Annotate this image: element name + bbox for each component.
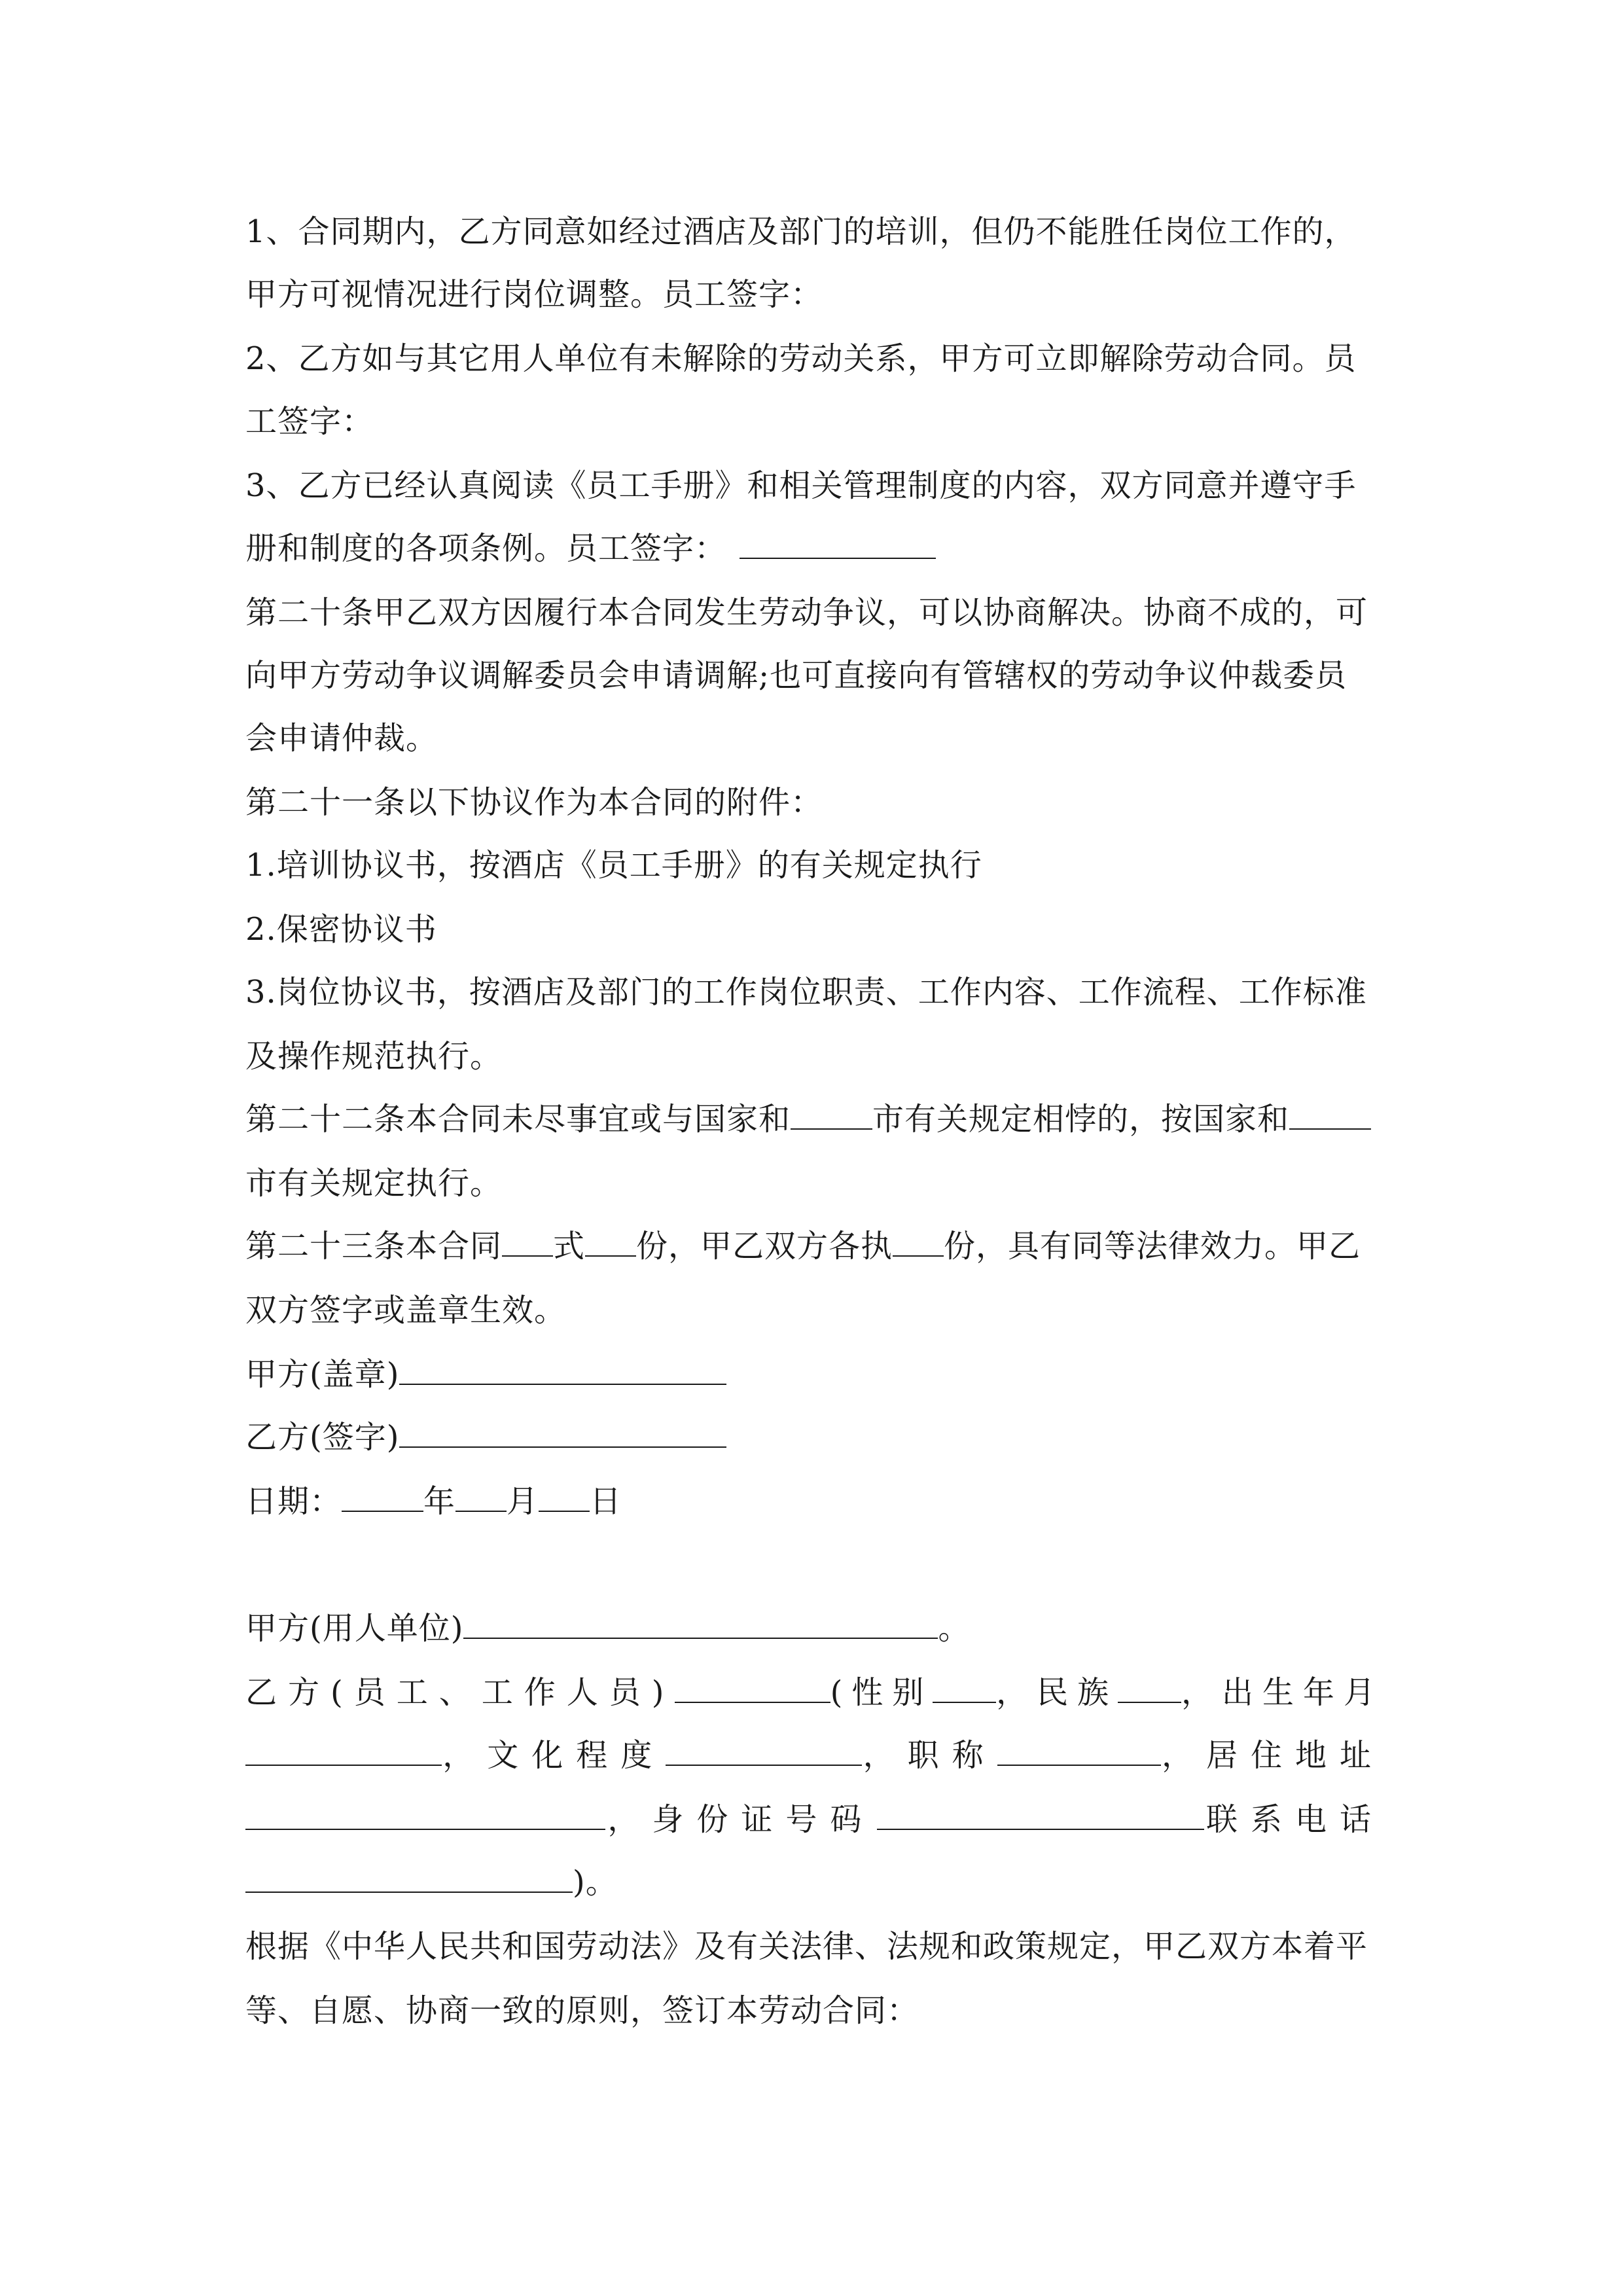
gender-label: (性别: [830, 1674, 933, 1711]
total-copies-blank[interactable]: [585, 1227, 636, 1257]
phone-label: 联系电话: [1205, 1801, 1384, 1838]
article-23-line-1: [245, 1227, 1384, 1266]
city-blank-2[interactable]: [1289, 1100, 1371, 1130]
article-21-item-2: 2.保密协议书: [245, 911, 437, 948]
employee-name-blank[interactable]: [675, 1673, 830, 1703]
employee-label: 乙方(员工、工作人员): [245, 1674, 675, 1711]
clause-2-line-1: 2、乙方如与其它用人单位有未解除的劳动关系，甲方可立即解除劳动合同。员: [245, 340, 1357, 377]
clause-1-line-2: 甲方可视情况进行岗位调整。员工签字：: [245, 276, 823, 313]
birth-date-label: ，出生年月: [1181, 1674, 1384, 1711]
article-23-line-2: 双方签字或盖章生效。: [245, 1292, 567, 1329]
id-number-blank[interactable]: [877, 1800, 1204, 1830]
party-a-seal-label: 甲方(盖章): [245, 1356, 400, 1393]
party-a-seal-line: [245, 1355, 1384, 1394]
clause-1-line-1: 1、合同期内，乙方同意如经过酒店及部门的培训，但仍不能胜任岗位工作的，: [245, 213, 1357, 250]
clause-3-text: 册和制度的各项条例。员工签字：: [245, 530, 727, 567]
education-blank[interactable]: [666, 1736, 862, 1766]
article-20-line-2: 向甲方劳动争议调解委员会申请调解;也可直接向有管辖权的劳动争议仲裁委员: [245, 657, 1347, 694]
preamble-line-2: 等、自愿、协商一致的原则，签订本劳动合同：: [245, 1992, 919, 2029]
clause-3-line-1: 3、乙方已经认真阅读《员工手册》和相关管理制度的内容，双方同意并遵守手: [245, 467, 1357, 504]
city-blank-1[interactable]: [791, 1100, 872, 1130]
article-22-line-1: [245, 1100, 1384, 1139]
preamble-line-1: 根据《中华人民共和国劳动法》及有关法律、法规和政策规定，甲乙双方本着平: [245, 1928, 1368, 1965]
year-label: 年: [423, 1483, 456, 1520]
each-copies-blank[interactable]: [893, 1227, 944, 1257]
employer-name-blank[interactable]: [463, 1609, 938, 1639]
ethnicity-label: ，民族: [996, 1674, 1118, 1711]
party-b-sign-blank[interactable]: [399, 1418, 726, 1448]
party-a-seal-blank[interactable]: [399, 1355, 726, 1385]
birth-date-blank[interactable]: [245, 1736, 442, 1766]
month-label: 月: [507, 1483, 539, 1520]
party-b-sign-label: 乙方(签字): [245, 1419, 400, 1456]
article-23-text-d: 份，具有同等法律效力。甲乙: [944, 1228, 1361, 1265]
employer-line-end: 。: [938, 1610, 971, 1647]
party-b-sign-line: [245, 1418, 1384, 1457]
article-22-text-a: 第二十二条本合同未尽事宜或与国家和: [245, 1101, 791, 1138]
article-23-text-b: 式: [553, 1228, 586, 1265]
phone-blank[interactable]: [245, 1863, 573, 1893]
article-21-item-1: 1.培训协议书，按酒店《员工手册》的有关规定执行: [245, 847, 982, 884]
month-blank[interactable]: [455, 1482, 507, 1512]
employee-line-end: )。: [573, 1864, 618, 1901]
article-20-line-3: 会申请仲裁。: [245, 720, 438, 757]
employee-line-4: [245, 1863, 1384, 1902]
article-22-text-b: 市有关规定相悖的，按国家和: [872, 1101, 1290, 1138]
title-label: ，职称: [863, 1737, 997, 1774]
address-label: ，居住地址: [1161, 1737, 1384, 1774]
article-22-line-2: 市有关规定执行。: [245, 1165, 503, 1202]
year-blank[interactable]: [342, 1482, 423, 1512]
day-blank[interactable]: [539, 1482, 590, 1512]
employer-line: [245, 1609, 1384, 1648]
article-20-line-1: 第二十条甲乙双方因履行本合同发生劳动争议，可以协商解决。协商不成的，可: [245, 594, 1368, 631]
ethnicity-blank[interactable]: [1118, 1673, 1181, 1703]
employee-line-2: [245, 1736, 1384, 1775]
title-blank[interactable]: [997, 1736, 1161, 1766]
date-label: 日期：: [245, 1483, 342, 1520]
clause-2-line-2: 工签字：: [245, 403, 374, 440]
article-23-text-c: 份，甲乙双方各执: [636, 1228, 893, 1265]
article-23-text-a: 第二十三条本合同: [245, 1228, 503, 1265]
article-21-item-3-line-2: 及操作规范执行。: [245, 1038, 503, 1075]
address-blank[interactable]: [245, 1800, 605, 1830]
employee-line-3: [245, 1800, 1384, 1839]
gender-blank[interactable]: [933, 1673, 996, 1703]
employer-label: 甲方(用人单位): [245, 1610, 464, 1647]
copies-blank[interactable]: [502, 1227, 553, 1257]
article-21-item-3-line-1: 3.岗位协议书，按酒店及部门的工作岗位职责、工作内容、工作流程、工作标准: [245, 974, 1367, 1011]
education-label: ，文化程度: [442, 1737, 666, 1774]
article-21-title: 第二十一条以下协议作为本合同的附件：: [245, 784, 823, 821]
employee-signature-blank[interactable]: [740, 529, 936, 559]
clause-3-line-2: [245, 529, 1384, 568]
employee-line-1: [245, 1673, 1384, 1712]
date-line: [245, 1482, 1384, 1521]
day-label: 日: [590, 1483, 622, 1520]
id-number-label: ，身份证号码: [607, 1801, 875, 1838]
